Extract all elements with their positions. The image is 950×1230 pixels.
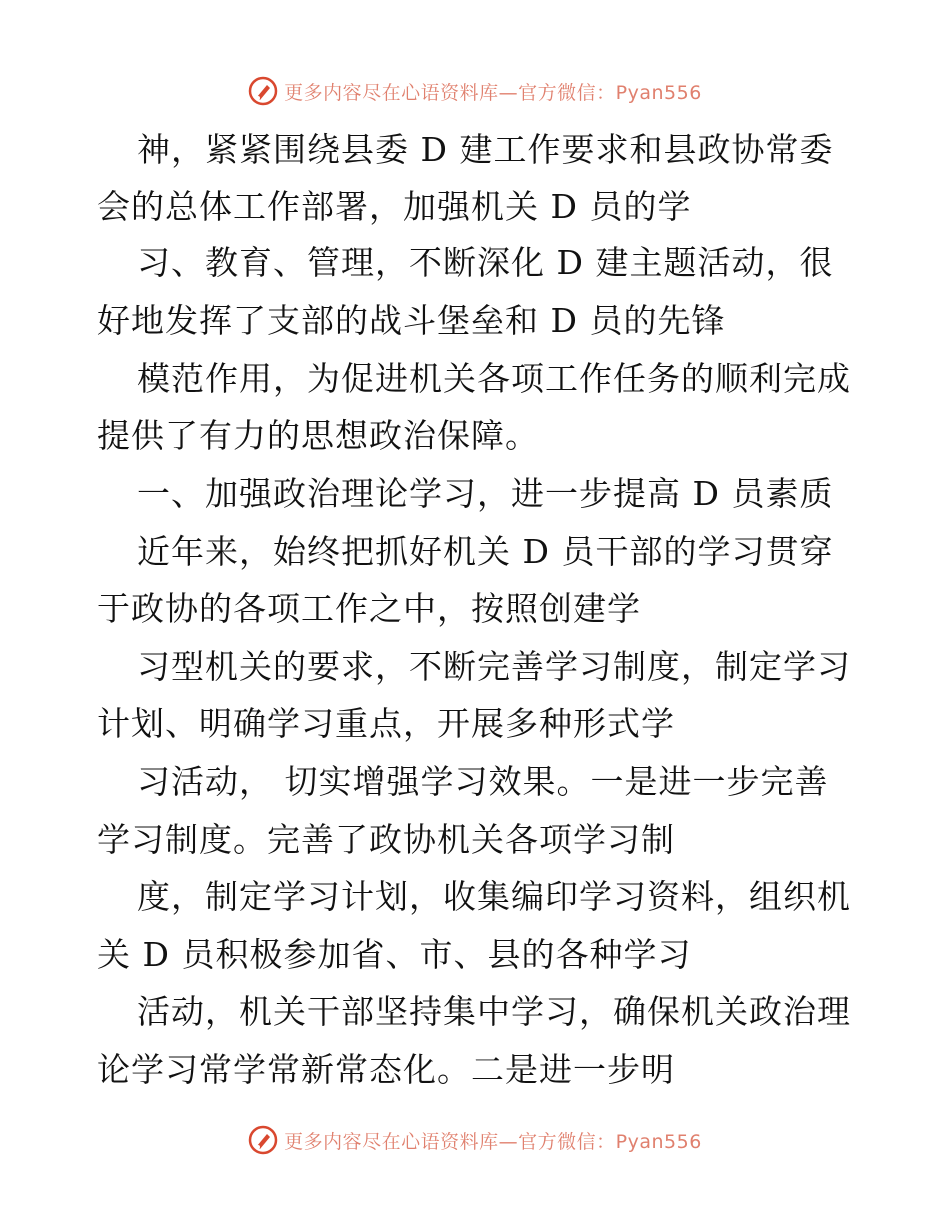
text-line: 于政协的各项工作之中，按照创建学: [97, 589, 641, 628]
header-banner: [0, 71, 950, 111]
text-line: 习活动， 切实增强学习效果。一是进一步完善: [137, 762, 829, 801]
pen-logo-icon: [248, 76, 278, 106]
footer-banner-text: 更多内容尽在心语资料库—官方微信：Pyan556: [284, 1130, 702, 1153]
pen-logo-icon: [248, 1125, 278, 1155]
text-line: 提供了有力的思想政治保障。: [97, 416, 539, 455]
text-line: 会的总体工作部署，加强机关 D 员的学: [97, 187, 692, 226]
text-line: 好地发挥了支部的战斗堡垒和 D 员的先锋: [97, 301, 726, 340]
text-line: 关 D 员积极参加省、市、县的各种学习: [97, 935, 692, 974]
footer-banner: [0, 1120, 950, 1160]
header-banner-text: 更多内容尽在心语资料库—官方微信：Pyan556: [284, 81, 702, 104]
text-line: 近年来，始终把抓好机关 D 员干部的学习贯穿: [137, 532, 834, 571]
section-heading: 一、加强政治理论学习，进一步提高 D 员素质: [137, 474, 834, 513]
text-line: 论学习常学常新常态化。二是进一步明: [97, 1050, 675, 1089]
text-line: 神，紧紧围绕县委 D 建工作要求和县政协常委: [137, 130, 834, 169]
text-line: 模范作用，为促进机关各项工作任务的顺利完成: [137, 359, 851, 398]
text-line: 习、教育、管理，不断深化 D 建主题活动，很: [137, 243, 834, 282]
text-line: 学习制度。完善了政协机关各项学习制: [97, 820, 675, 859]
text-line: 习型机关的要求，不断完善学习制度，制定学习: [137, 647, 851, 686]
text-line: 度，制定学习计划，收集编印学习资料，组织机: [137, 877, 851, 916]
text-line: 计划、明确学习重点，开展多种形式学: [97, 704, 675, 743]
text-line: 活动，机关干部坚持集中学习，确保机关政治理: [137, 992, 851, 1031]
